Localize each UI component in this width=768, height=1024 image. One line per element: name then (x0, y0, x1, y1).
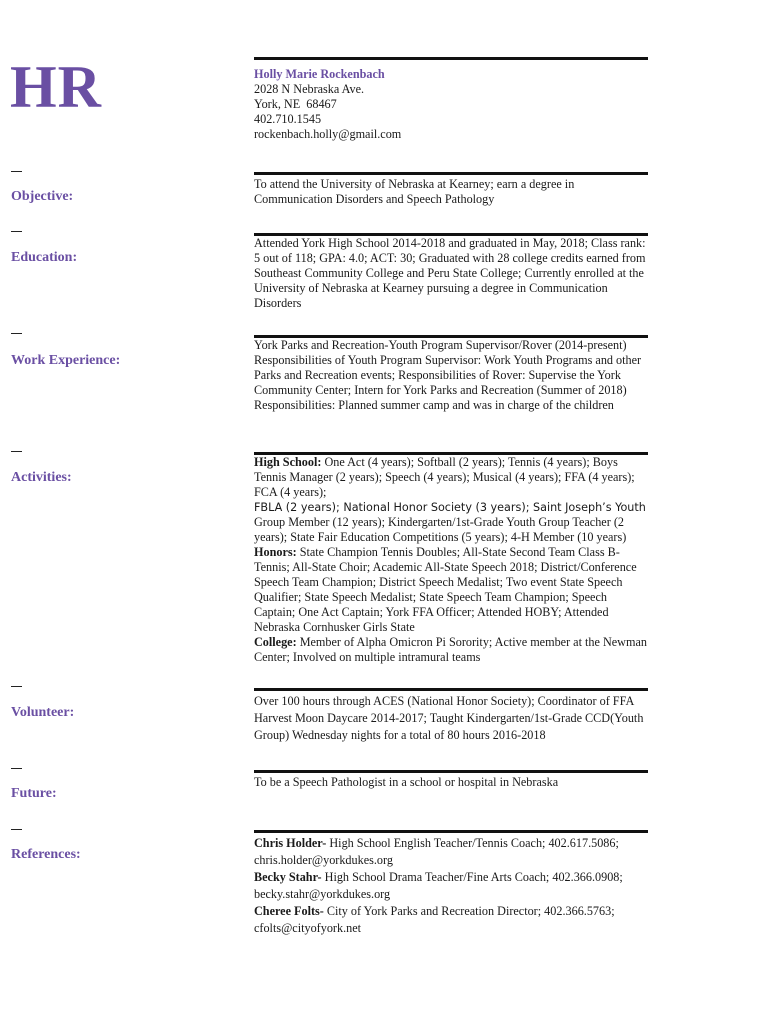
reference-details: High School English Teacher/Tennis Coach; 402.617.5086; chris.holder@yorkdukes.org (254, 836, 619, 867)
activities-text (254, 455, 650, 665)
monogram-initials: HR (10, 54, 102, 120)
volunteer-rule (254, 688, 648, 691)
reference-name: Cheree Folts- (254, 904, 324, 918)
education-text: Attended York High School 2014-2018 and graduated in May, 2018; Class rank: 5 out of 118; GPA: 4.0; ACT: 30; Graduated with 28 college credits earned from Southeast Community College and Peru State College; Currently enrolled at the University of Nebraska at Kearney pursuing a degree in Communication Disorders (254, 236, 646, 310)
college-activities: Member of Alpha Omicron Pi Sorority; Active member at the Newman Center; Involved on multiple intramural teams (254, 635, 647, 664)
section-dash (11, 451, 22, 452)
address-line-2: York, NE 68467 (254, 97, 337, 111)
activities-label: Activities: (11, 470, 72, 485)
reference-item (254, 835, 650, 869)
reference-item (254, 903, 650, 937)
email-address: rockenbach.holly@gmail.com (254, 127, 402, 141)
work-experience-label: Work Experience: (11, 353, 121, 368)
work-experience-text: York Parks and Recreation-Youth Program Supervisor/Rover (2014-present) Responsibilities of Youth Program Supervisor: Work Youth Programs and other Parks and Recreation events; Responsibilities of Rover: Supervise the York Community Center; Intern for York Parks and Recreation (Summer of 2018) Responsibilities: Planned summer camp and was in charge of the children (254, 338, 642, 412)
reference-name: Becky Stahr- (254, 870, 322, 884)
volunteer-text: Over 100 hours through ACES (National Honor Society); Coordinator of FFA Harvest Moon Daycare 2014-2017; Taught Kindergarten/1st-Grade CCD(Youth Group) Wednesday nights for a total of 80 hours 2016-2018 (254, 694, 644, 742)
references-label: References: (11, 847, 81, 862)
applicant-name: Holly Marie Rockenbach (254, 67, 385, 81)
high-school-heading: High School: (254, 455, 322, 469)
references-rule (254, 830, 648, 833)
section-dash (11, 829, 22, 830)
address-line-1: 2028 N Nebraska Ave. (254, 82, 365, 96)
references-list (254, 835, 650, 937)
reference-details: High School Drama Teacher/Fine Arts Coach; 402.366.0908; becky.stahr@yorkdukes.org (254, 870, 623, 901)
future-text: To be a Speech Pathologist in a school or hospital in Nebraska (254, 775, 559, 789)
section-dash (11, 231, 22, 232)
phone-number: 402.710.1545 (254, 112, 322, 126)
honors-list: State Champion Tennis Doubles; All-State Second Team Class B-Tennis; All-State Choir; Academic All-State Speech 2018; District/Conference Speech Team Champion; District Speech Medalist; Two event State Speech Qualifier; State Speech Medalist; State Speech Team Champion; Speech Captain; One Act Captain; York FFA Officer; Attended HOBY; Attended Nebraska Cornhusker Girls State (254, 545, 637, 634)
reference-name: Chris Holder- (254, 836, 327, 850)
fbla-line: FBLA (2 years); National Honor Society (3 years); Saint Joseph’s Youth (254, 501, 646, 514)
future-rule (254, 770, 648, 773)
header-rule (254, 57, 648, 60)
college-heading: College: (254, 635, 297, 649)
high-school-activities: One Act (4 years); Softball (2 years); Tennis (4 years); Boys Tennis Manager (2 years); Speech (4 years); Musical (4 years); FFA (4 years); FCA (4 years); (254, 455, 635, 499)
education-label: Education: (11, 250, 78, 265)
section-dash (11, 686, 22, 687)
objective-text: To attend the University of Nebraska at Kearney; earn a degree in Communication Disorders and Speech Pathology (254, 177, 575, 206)
section-dash (11, 768, 22, 769)
reference-details: City of York Parks and Recreation Director; 402.366.5763; cfolts@cityofyork.net (254, 904, 615, 935)
volunteer-label: Volunteer: (11, 705, 75, 720)
section-dash (11, 333, 22, 334)
high-school-activities-continued: Group Member (12 years); Kindergarten/1st-Grade Youth Group Teacher (2 years); State Fair Education Competitions (5 years); 4-H Member (10 years) (254, 515, 627, 544)
objective-rule (254, 172, 648, 175)
future-label: Future: (11, 786, 57, 801)
honors-heading: Honors: (254, 545, 297, 559)
reference-item (254, 869, 650, 903)
contact-block (254, 67, 650, 142)
section-dash (11, 171, 22, 172)
objective-label: Objective: (11, 189, 74, 204)
